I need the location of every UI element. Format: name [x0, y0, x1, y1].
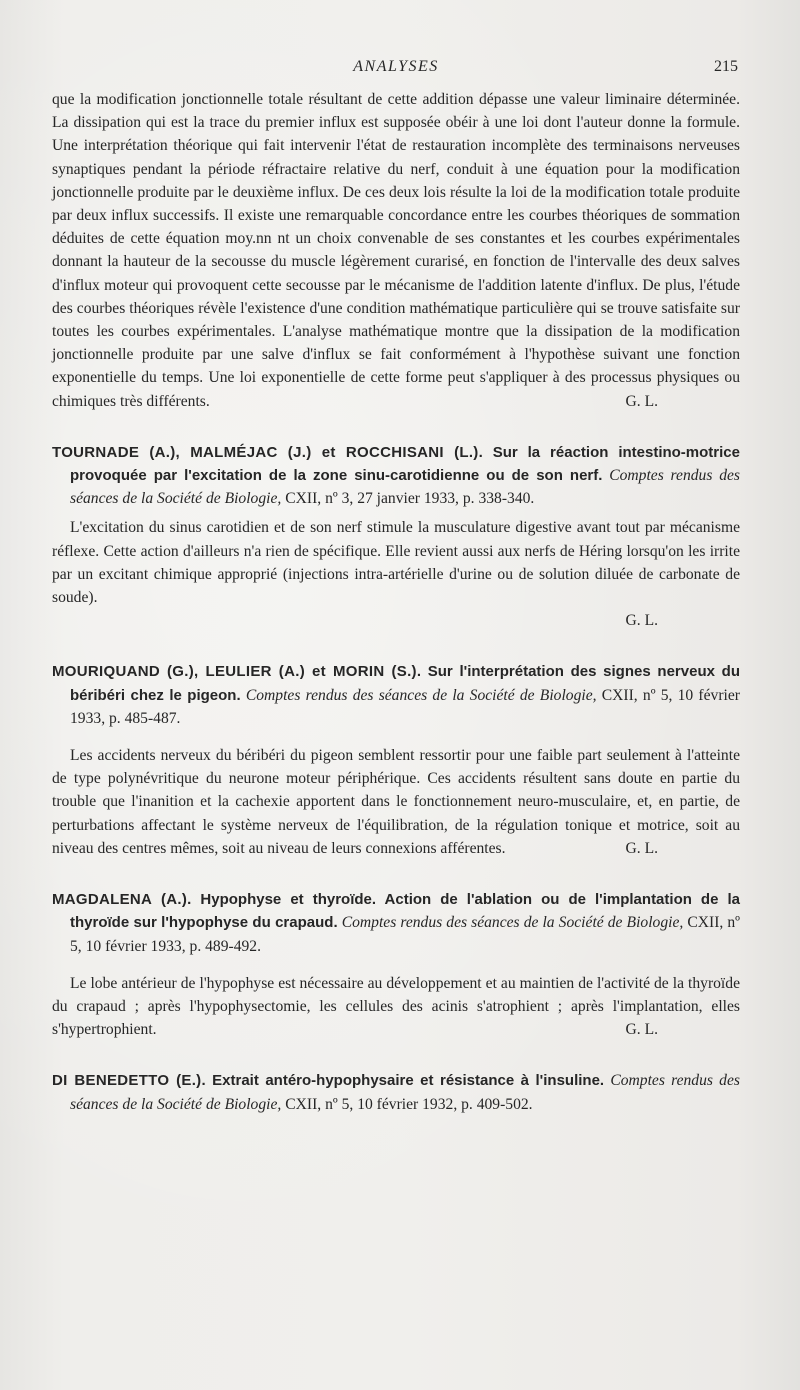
entry-citation: CXII, nº 5, 10 février 1933, p. 485-487. [70, 686, 740, 727]
review-entry [52, 1069, 740, 1115]
spacer [52, 958, 740, 972]
entry-journal: Comptes rendus des séances de la Société de Biologie, [70, 1072, 740, 1113]
entry-abstract [52, 744, 740, 860]
entry-heading [52, 660, 740, 730]
entry-journal: Comptes rendus des séances de la Société de Biologie, [70, 467, 740, 508]
continuation-text: que la modification jonctionnelle totale résultant de cette addition dépasse une valeur liminaire déterminée. La dissipation qui est la trace du premier influx est supposée obéir à une loi dont l'auteur donne la formule. Une interprétation théorique qui fait intervenir l'état de restauration incomplète des terminaisons nerveuses synaptiques pendant la période réfractaire relative du nerf, conduit à une équation pour la modification jonctionnelle produite par le deuxième influx. De ces deux lois résulte la loi de la modification totale produite par deux influx successifs. Il existe une remarquable concordance entre les courbes théoriques de sommation déduites de cette équation moy.nn nt un choix convenable de ses constantes et les courbes expérimentales donnant la hauteur de la secousse du muscle légèrement curarisé, en fonction de l'intervalle des deux salves d'influx moteur qui provoquent cette secousse par le mécanisme de l'addition latente d'influx. De plus, l'étude des courbes théoriques révèle l'existence d'une condition mathématique particulière qui se trouve satisfaite sur toutes les courbes expérimentales. L'analyse mathématique montre que la dissipation de la modification jonctionnelle produite par une salve d'influx se fait conformément à l'hypothèse suivant une fonction exponentielle du temps. Une loi exponentielle de cette forme peut s'appliquer à des processus physiques ou chimiques très différents. [52, 91, 740, 410]
entry-title: Hypophyse et thyroïde. Action de l'ablation ou de l'implantation de la thyroïde sur l'hypophyse du crapaud. [70, 891, 740, 932]
entry-abstract-text: Les accidents nerveux du béribéri du pigeon semblent ressortir pour une faible part seulement à l'atteinte de type polynévritique du neurone moteur périphérique. Ces accidents résultent sans doute en partie du trouble que l'inanition et la cachexie apportent dans le fonctionnement neuro-musculaire, et, en partie, de perturbations affectant le système nerveux de l'équilibration, de la régulation tonique et motrice, soit au niveau des centres mêmes, soit au niveau de leurs connexions afférentes. [52, 747, 740, 857]
page-body [52, 88, 740, 1116]
entry-title: Extrait antéro-hypophysaire et résistance à l'insuline. [212, 1072, 605, 1090]
entry-signature: G. L. [625, 1021, 658, 1039]
review-entry [52, 888, 740, 1041]
entry-abstract-text: Le lobe antérieur de l'hypophyse est nécessaire au développement et au maintien de l'activité de la thyroïde du crapaud ; après l'hypophysectomie, les cellules des acinis s'atrophient ; après l'implantation, elles s'hypertrophient. [52, 974, 740, 1039]
entry-reference [52, 888, 740, 958]
entry-citation: CXII, nº 3, 27 janvier 1933, p. 338-340. [285, 490, 535, 508]
spacer [52, 730, 740, 744]
entry-reference [52, 441, 740, 511]
continuation-signature: G. L. [625, 392, 658, 410]
entry-title: Sur l'interprétation des signes nerveux du béribéri chez le pigeon. [70, 663, 740, 704]
entry-signature: G. L. [625, 839, 658, 857]
entry-reference [52, 1069, 740, 1115]
page-header [52, 56, 740, 80]
spacer [52, 1041, 740, 1069]
entry-journal: Comptes rendus des séances de la Société de Biologie, [245, 686, 597, 704]
entry-citation: CXII, nº 5, 10 février 1932, p. 409-502. [285, 1095, 533, 1113]
entry-authors: MAGDALENA (A.). [52, 891, 192, 909]
entry-journal: Comptes rendus des séances de la Société de Biologie, [341, 914, 684, 932]
page-number: 215 [714, 58, 738, 75]
running-title: ANALYSES [353, 58, 439, 75]
entry-heading [52, 888, 740, 958]
spacer [52, 413, 740, 441]
spacer [52, 860, 740, 888]
entry-authors: TOURNADE (A.), MALMÉJAC (J.) et ROCCHISANI (L.). [52, 443, 484, 461]
entry-heading [52, 1069, 740, 1115]
spacer [52, 632, 740, 660]
entry-citation: CXII, nº 5, 10 février 1933, p. 489-492. [70, 914, 741, 955]
entry-title: Sur la réaction intestino-motrice provoquée par l'excitation de la zone sinu-carotidienne ou de son nerf. [70, 443, 740, 485]
entry-signature: G. L. [625, 612, 658, 630]
entry-authors: MOURIQUAND (G.), LEULIER (A.) et MORIN (S.). [52, 663, 422, 681]
entry-heading [52, 441, 740, 511]
review-entry [52, 660, 740, 860]
entry-reference [52, 660, 740, 730]
entry-abstract: L'excitation du sinus carotidien et de son nerf stimule la musculature digestive avant tout par mécanisme réflexe. Cette action d'ailleurs n'a rien de spécifique. Elle revient aussi aux nerfs de Héring lorsqu'on les irrite par un excitant chimique approprié (injections intra-artérielle d'urine ou de solution diluée de carbonate de soude). [52, 519, 740, 607]
entry-authors: DI BENEDETTO (E.). [52, 1072, 206, 1090]
review-entry [52, 441, 740, 633]
entry-abstract [52, 972, 740, 1042]
continuation-paragraph [52, 88, 740, 413]
